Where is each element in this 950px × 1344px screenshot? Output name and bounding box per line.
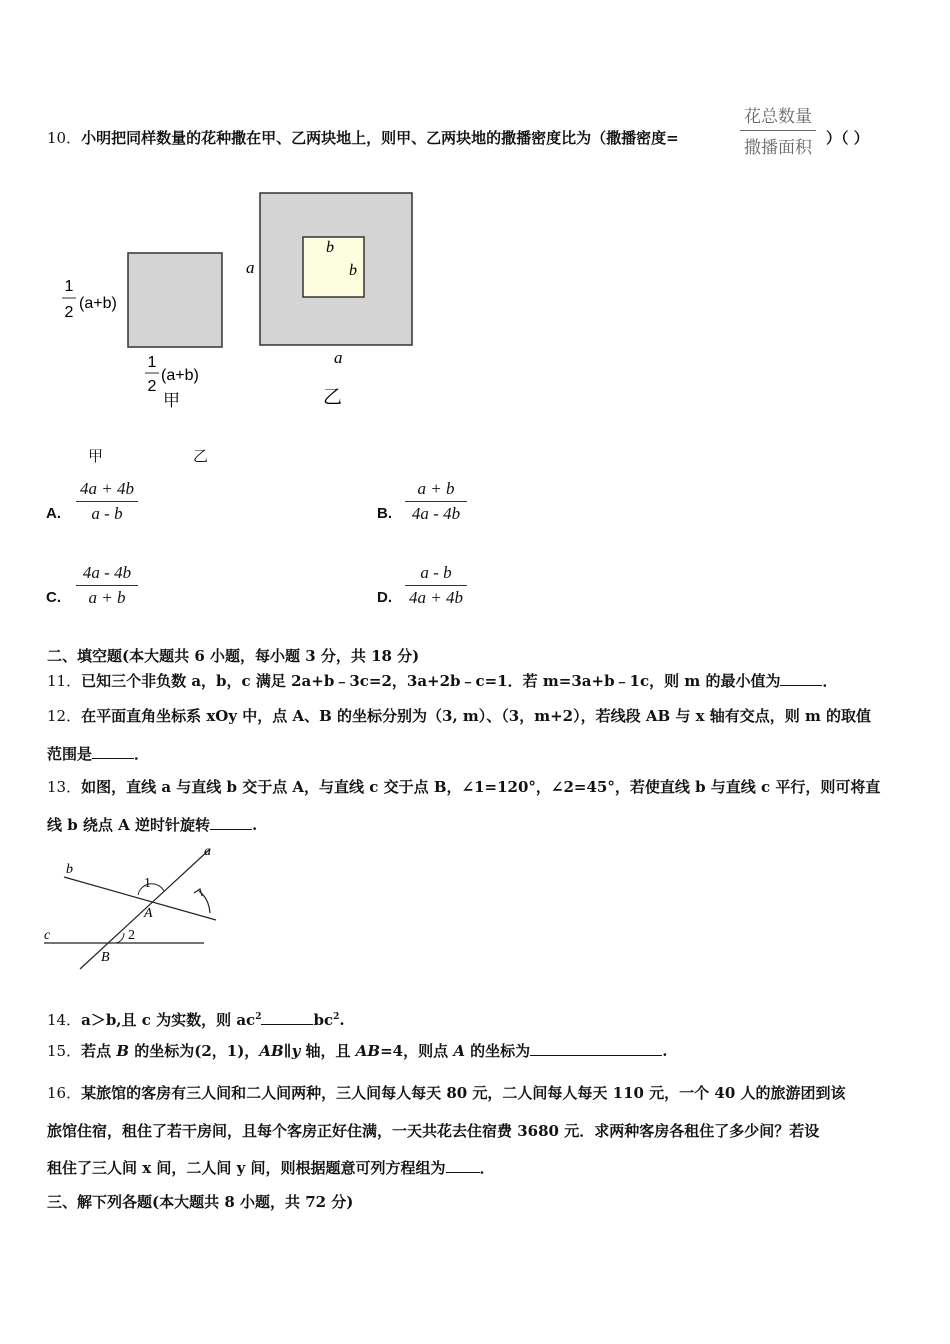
option-d-num: a - b (420, 563, 452, 582)
option-d-den: 4a + 4b (405, 585, 467, 608)
q14-number: 14． (47, 1011, 82, 1029)
caption-jia: 甲 (88, 447, 104, 465)
q15-pre: 若点 (81, 1042, 117, 1060)
q15-mid3: =4，则点 (380, 1042, 454, 1060)
angle-1-arc (138, 884, 164, 895)
q12-text-1: 在平面直角坐标系 xOy 中，点 A、B 的坐标分别为（3, m）、（3，m+2），若线段 AB 与 x 轴有交点，则 m 的取值 (81, 707, 872, 725)
q15-blank[interactable] (530, 1041, 662, 1056)
q12-blank[interactable] (92, 744, 134, 759)
q13-figure (44, 843, 219, 973)
q13-number: 13． (47, 778, 82, 796)
q10-figure (55, 185, 435, 415)
yi-bottom-a: a (334, 348, 343, 367)
q10-number: 10． (47, 129, 82, 147)
q11-blank[interactable] (780, 671, 822, 686)
q15 (47, 1041, 667, 1061)
density-formula (740, 102, 816, 158)
q14-sup2: 2 (333, 1012, 340, 1022)
jia-bottom-expr: (a+b) (161, 367, 199, 384)
q15-number: 15． (47, 1042, 82, 1060)
q11 (47, 671, 837, 691)
q15-mid: 的坐标为(2，1)， (129, 1042, 260, 1060)
q10-tail: ）（ ） (826, 129, 869, 147)
option-c-num: 4a - 4b (82, 563, 132, 582)
option-b-den: 4a - 4b (405, 501, 467, 524)
q14-sup: 2 (255, 1012, 262, 1022)
jia-side-den: 2 (64, 304, 74, 321)
square-jia (128, 253, 222, 347)
jia-bottom-num: 1 (147, 354, 157, 371)
label-1: 1 (144, 876, 151, 891)
q16-number: 16． (47, 1084, 82, 1102)
q14-mid: bc (313, 1011, 334, 1029)
option-a-fraction[interactable] (76, 479, 138, 524)
option-c-fraction[interactable] (76, 563, 138, 608)
q12-number: 12． (47, 707, 82, 725)
q15-post: 的坐标为 (464, 1042, 531, 1060)
q16-line1 (47, 1083, 846, 1103)
label-A: A (144, 906, 153, 921)
label-c: c (44, 928, 51, 943)
q11-text: 已知三个非负数 a，b，c 满足 2a+b﹣3c=2，3a+2b﹣c=1．若 m=3a+b﹣1c，则 m 的最小值为 (81, 672, 781, 690)
density-numerator: 花总数量 (744, 107, 812, 127)
jia-bottom-den: 2 (147, 378, 157, 395)
q13-text-2: 线 b 绕点 A 逆时针旋转 (47, 816, 211, 834)
yi-side-a: a (246, 258, 255, 277)
q16-text-3: 租住了三人间 x 间，二人间 y 间，则根据题意可列方程组为 (47, 1159, 446, 1177)
jia-side-expr: (a+b) (79, 295, 117, 312)
label-b: b (66, 862, 73, 877)
option-b-fraction[interactable] (405, 479, 467, 524)
q15-ABy: AB∥y (259, 1042, 301, 1060)
q15-A: A (453, 1042, 465, 1060)
arrow-head-icon (194, 889, 202, 896)
q15-end: . (662, 1042, 668, 1060)
inner-right-b: b (349, 262, 357, 279)
rotate-arrow (199, 891, 210, 913)
q16-end: ． (479, 1159, 495, 1177)
label-B: B (101, 950, 110, 965)
option-a-label[interactable]: A. (46, 505, 61, 522)
q13-blank[interactable] (210, 815, 252, 830)
jia-side-num: 1 (64, 278, 74, 295)
option-c-den: a + b (76, 585, 138, 608)
q16-line3 (47, 1158, 495, 1178)
q14 (47, 1007, 345, 1030)
q14-blank[interactable] (261, 1010, 313, 1025)
q16-text-1: 某旅馆的客房有三人间和二人间两种，三人间每人每天 80 元，二人间每人每天 110 元，一个 40 人的旅游团到该 (81, 1084, 846, 1102)
option-a-den: a - b (76, 501, 138, 524)
q11-number: 11． (47, 672, 82, 690)
q12-line1 (47, 706, 871, 726)
yi-name: 乙 (323, 386, 343, 408)
q10-text: 小明把同样数量的花种撒在甲、乙两块地上，则甲、乙两块地的撒播密度比为（撒播密度= (81, 129, 679, 147)
q14-end: . (339, 1011, 345, 1029)
option-c-label[interactable]: C. (46, 589, 61, 606)
option-b-num: a + b (417, 479, 455, 498)
caption-yi: 乙 (193, 447, 209, 465)
inner-top-b: b (326, 239, 334, 256)
label-2: 2 (128, 928, 135, 943)
q11-end: ． (822, 672, 838, 690)
option-b-label[interactable]: B. (377, 505, 392, 522)
q14-text: a＞b,且 c 为实数，则 ac (81, 1011, 256, 1029)
option-d-fraction[interactable] (405, 563, 467, 608)
q12-text-2: 范围是 (47, 745, 93, 763)
jia-name: 甲 (163, 391, 180, 411)
option-d-label[interactable]: D. (377, 589, 392, 606)
q13-end: . (252, 816, 258, 834)
q15-B: B (116, 1042, 130, 1060)
label-a: a (204, 844, 211, 859)
q16-blank[interactable] (446, 1158, 480, 1173)
q16-line2: 旅馆住宿，租住了若干房间，且每个客房正好住满，一天共花去住宿费 3680 元．求两种客房各租住了多少间？若设 (47, 1122, 820, 1140)
section-2-title: 二、填空题(本大题共 6 小题，每小题 3 分，共 18 分) (47, 647, 420, 665)
section-3-title: 三、解下列各题(本大题共 8 小题，共 72 分) (47, 1193, 354, 1211)
q12-line2 (47, 744, 149, 764)
q13-line2 (47, 815, 257, 835)
q10-stem (47, 128, 679, 148)
q15-mid2: 轴，且 (300, 1042, 356, 1060)
option-a-num: 4a + 4b (80, 479, 134, 498)
q15-AB: AB (355, 1042, 381, 1060)
q12-end: ． (134, 745, 150, 763)
q13-text-1: 如图，直线 a 与直线 b 交于点 A，与直线 c 交于点 B，∠1=120°，∠2=45°，若使直线 b 与直线 c 平行，则可将直 (81, 778, 881, 796)
density-denominator: 撒播面积 (740, 130, 816, 158)
q13-line1 (47, 777, 880, 797)
